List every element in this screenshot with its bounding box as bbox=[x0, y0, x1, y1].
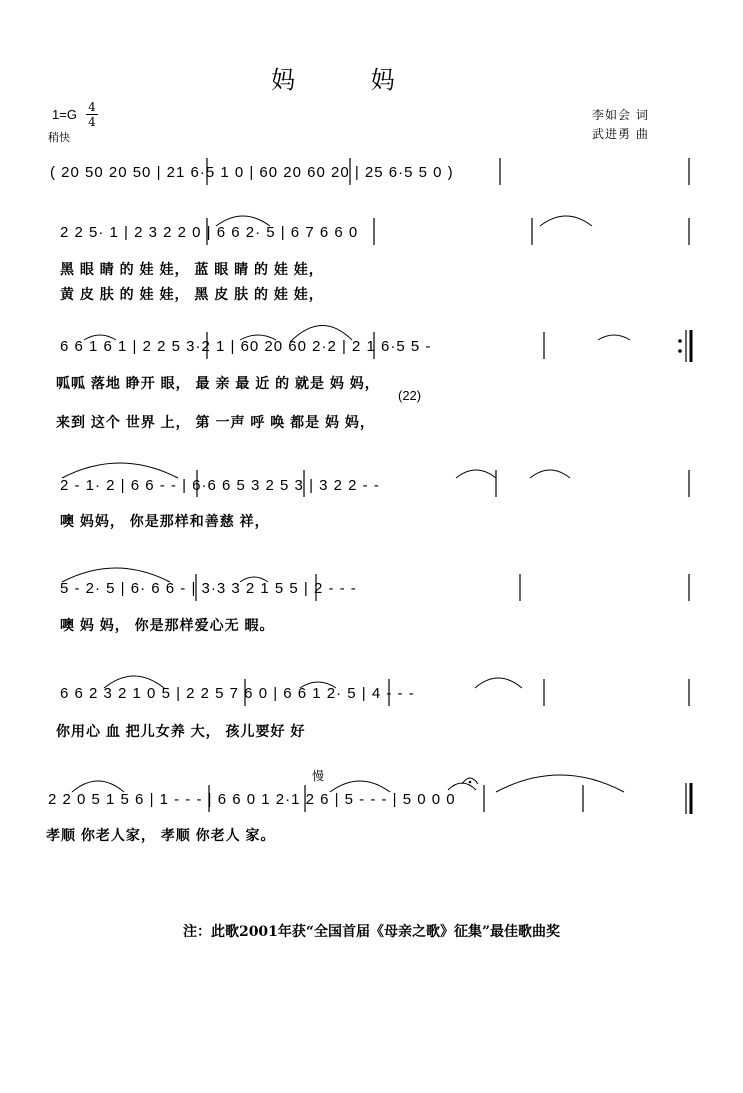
lyricist-credit: 李如会 词 bbox=[592, 108, 649, 122]
time-bottom: 4 bbox=[86, 114, 98, 129]
line3-lyric-2: 来到 这个 世界 上， 第 一声 呼 唤 都是 妈 妈， bbox=[56, 414, 375, 430]
line5-notation: 5 - 2· 5 | 6· 6 6 - | 3·3 3 2 1 5 5 | 2 - - - bbox=[60, 580, 357, 597]
composer-credit: 武进勇 曲 bbox=[592, 127, 649, 141]
line4-notation: 2 - 1· 2 | 6 6 - - | 6·6 6 5 3 2 5 3 | 3 2 2 - - bbox=[60, 477, 380, 494]
line2-lyric-2: 黄 皮 肤 的 娃 娃， 黑 皮 肤 的 娃 娃， bbox=[60, 286, 324, 302]
tempo-marking: 稍快 bbox=[48, 131, 70, 144]
slurs bbox=[62, 216, 630, 792]
line7-notation: 2 2 0 5 1 5 6 | 1 - - - | 6 6 0 1 2·1 2 6 | 5 - - - | 5 0 0 0 bbox=[48, 791, 456, 808]
line4-lyric: 噢 妈妈， 你是那样和善慈 祥， bbox=[60, 513, 270, 529]
line3-lyric-1: 呱呱 落地 睁开 眼， 最 亲 最 近 的 就是 妈 妈， bbox=[56, 375, 380, 391]
line6-notation: 6 6 2 3 2 1 0 5 | 2 2 5 7 6 0 | 6 6 1 2· 5 | 4 - - - bbox=[60, 685, 415, 702]
song-title: 妈 妈 bbox=[271, 66, 429, 94]
line3-alt-notes: (22) bbox=[398, 388, 422, 403]
key-signature: 1=G bbox=[52, 107, 77, 122]
line6-lyric: 你用心 血 把儿女养 大， 孩儿要好 好 bbox=[56, 723, 306, 739]
line5-lyric: 噢 妈 妈， 你是那样爱心无 暇。 bbox=[60, 617, 275, 633]
repeat-dots bbox=[678, 339, 682, 353]
time-top: 4 bbox=[88, 100, 96, 114]
award-footnote: 注：此歌2001年获“全国首届《母亲之歌》征集”最佳歌曲奖 bbox=[182, 924, 561, 940]
slow-marking: 慢 bbox=[312, 769, 325, 783]
line3-notation: 6 6 1 6 1 | 2 2 5 3·2 1 | 60 20 60 2·2 | 2 1 6·5 5 - bbox=[60, 338, 432, 355]
line2-lyric-1: 黑 眼 睛 的 娃 娃， 蓝 眼 睛 的 娃 娃， bbox=[60, 261, 324, 277]
line2-notation: 2 2 5· 1 | 2 3 2 2 0 | 6 6 2· 5 | 6 7 6 6 0 bbox=[60, 224, 359, 241]
line1-notation: ( 20 50 20 50 | 21 6·5 1 0 | 60 20 60 20 | 25 6·5 5 0 ) bbox=[50, 164, 454, 181]
line7-lyric: 孝顺 你老人家， 孝顺 你老人 家。 bbox=[46, 827, 276, 843]
